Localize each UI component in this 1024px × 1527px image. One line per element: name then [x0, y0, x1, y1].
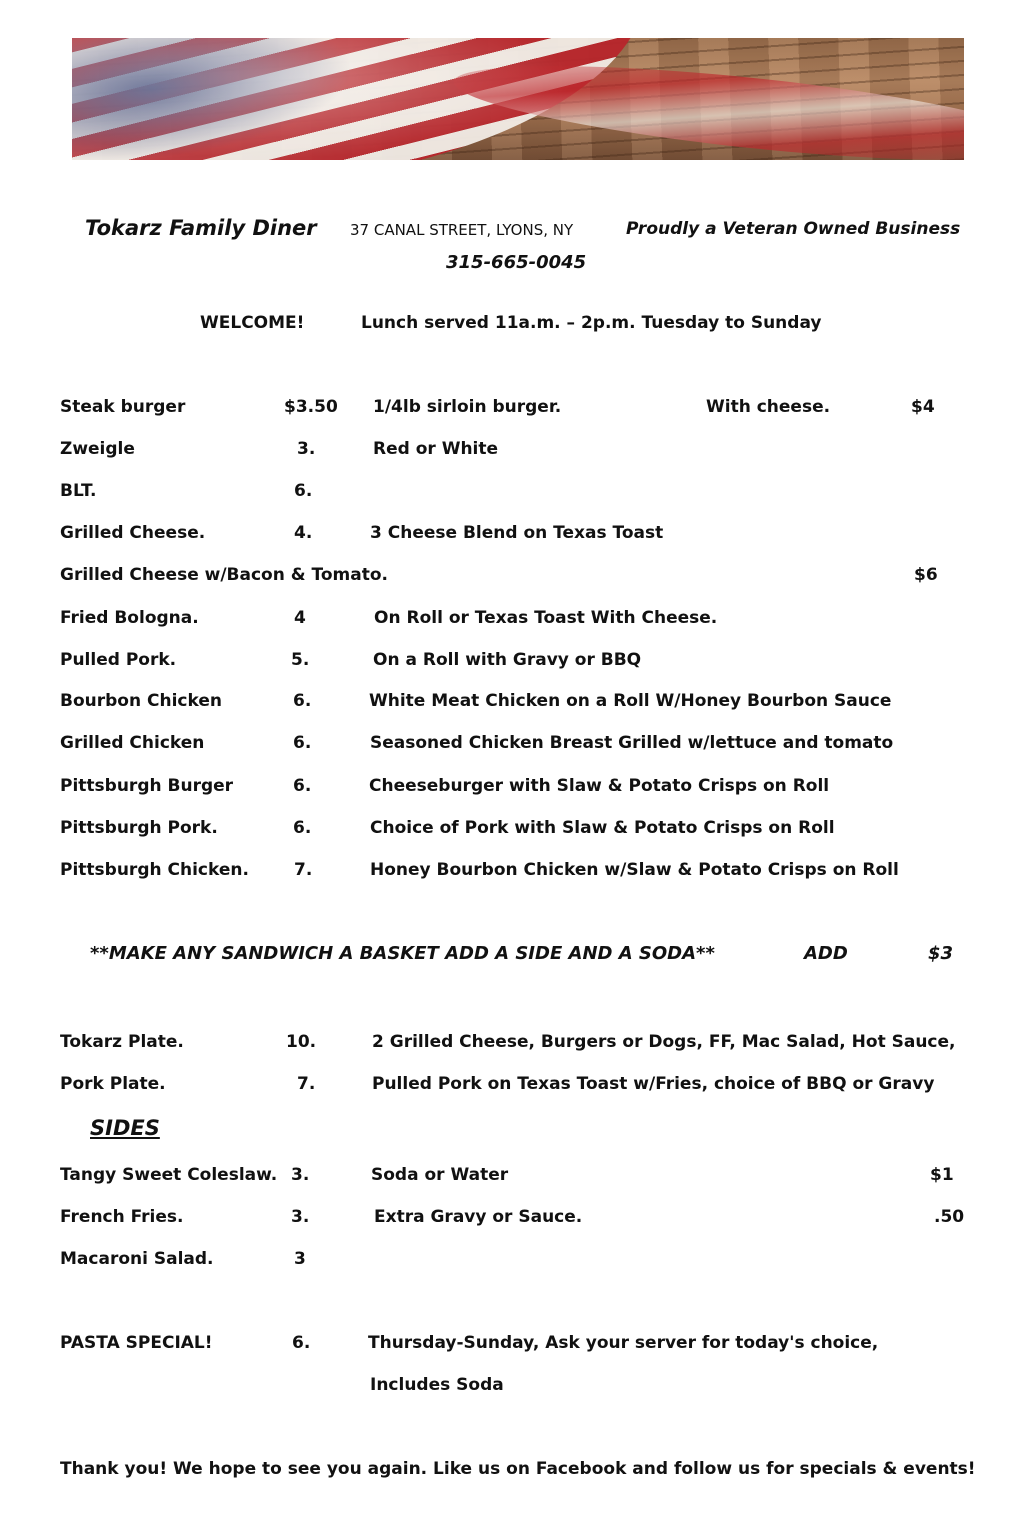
- item-name: Pittsburgh Pork.: [60, 818, 218, 838]
- item-price: 5.: [291, 650, 310, 670]
- diner-address: 37 CANAL STREET, LYONS, NY: [350, 221, 574, 239]
- item-description: Red or White: [373, 439, 499, 459]
- lunch-hours: Lunch served 11a.m. – 2p.m. Tuesday to Sunday: [361, 313, 822, 333]
- item-description: Extra Gravy or Sauce.: [374, 1207, 583, 1227]
- item-description: Honey Bourbon Chicken w/Slaw & Potato Crisps on Roll: [370, 860, 899, 880]
- item-price: 4.: [294, 523, 313, 543]
- item-price: 6.: [294, 481, 313, 501]
- item-name: Tokarz Plate.: [60, 1032, 184, 1052]
- basket-add-label: ADD: [804, 943, 848, 964]
- item-name: Grilled Cheese w/Bacon & Tomato.: [60, 565, 388, 585]
- item-extra-price: $1: [930, 1165, 954, 1185]
- item-price: 3: [294, 1249, 306, 1269]
- item-name: Tangy Sweet Coleslaw.: [60, 1165, 278, 1185]
- sides-heading: SIDES: [90, 1116, 160, 1140]
- item-name: Pork Plate.: [60, 1074, 166, 1094]
- item-extra: With cheese.: [706, 397, 831, 417]
- item-description: Choice of Pork with Slaw & Potato Crisps on Roll: [370, 818, 835, 838]
- item-description: Cheeseburger with Slaw & Potato Crisps on Roll: [369, 776, 830, 796]
- item-price: 3.: [291, 1207, 310, 1227]
- item-name: French Fries.: [60, 1207, 184, 1227]
- item-name: BLT.: [60, 481, 97, 501]
- item-name: Steak burger: [60, 397, 186, 417]
- item-price: 6.: [293, 691, 312, 711]
- thank-you-footer: Thank you! We hope to see you again. Like us on Facebook and follow us for specials & events!: [60, 1459, 976, 1479]
- item-name: Fried Bologna.: [60, 608, 199, 628]
- item-price: 6.: [292, 1333, 311, 1353]
- item-name: Pittsburgh Burger: [60, 776, 234, 796]
- item-description: Seasoned Chicken Breast Grilled w/lettuce and tomato: [370, 733, 894, 753]
- item-description: 2 Grilled Cheese, Burgers or Dogs, FF, Mac Salad, Hot Sauce,: [372, 1032, 956, 1052]
- item-name: Zweigle: [60, 439, 135, 459]
- item-price: 6.: [293, 733, 312, 753]
- item-description: Thursday-Sunday, Ask your server for today's choice,: [368, 1333, 879, 1353]
- item-price: 10.: [286, 1032, 317, 1052]
- item-price: 7.: [294, 860, 313, 880]
- item-name: Bourbon Chicken: [60, 691, 222, 711]
- item-description: On a Roll with Gravy or BBQ: [373, 650, 642, 670]
- item-name: Macaroni Salad.: [60, 1249, 214, 1269]
- item-price: 6.: [293, 818, 312, 838]
- item-description: Pulled Pork on Texas Toast w/Fries, choice of BBQ or Gravy: [372, 1074, 935, 1094]
- welcome-greeting: WELCOME!: [200, 313, 305, 333]
- phone-number: 315-665-0045: [446, 252, 587, 273]
- flag-banner-image: [72, 38, 964, 160]
- item-description: 3 Cheese Blend on Texas Toast: [370, 523, 664, 543]
- item-extra-price: $6: [914, 565, 938, 585]
- item-price: 4: [294, 608, 306, 628]
- item-extra-price: .50: [934, 1207, 965, 1227]
- item-name: Grilled Cheese.: [60, 523, 206, 543]
- item-price: 6.: [293, 776, 312, 796]
- diner-name: Tokarz Family Diner: [85, 216, 317, 240]
- item-name: Grilled Chicken: [60, 733, 205, 753]
- item-name: PASTA SPECIAL!: [60, 1333, 213, 1353]
- veteran-tagline: Proudly a Veteran Owned Business: [626, 219, 961, 239]
- item-price: 7.: [297, 1074, 316, 1094]
- item-price: 3.: [297, 439, 316, 459]
- item-description: Soda or Water: [371, 1165, 509, 1185]
- basket-promo: **MAKE ANY SANDWICH A BASKET ADD A SIDE AND A SODA**: [90, 943, 715, 964]
- item-description: On Roll or Texas Toast With Cheese.: [374, 608, 718, 628]
- item-description: White Meat Chicken on a Roll W/Honey Bourbon Sauce: [369, 691, 892, 711]
- item-name: Pittsburgh Chicken.: [60, 860, 249, 880]
- item-description-continued: Includes Soda: [370, 1375, 504, 1395]
- item-price: 3.: [291, 1165, 310, 1185]
- item-price: $3.50: [284, 397, 338, 417]
- item-extra-price: $4: [911, 397, 935, 417]
- item-name: Pulled Pork.: [60, 650, 177, 670]
- item-description: 1/4lb sirloin burger.: [373, 397, 562, 417]
- basket-price: $3: [928, 943, 954, 964]
